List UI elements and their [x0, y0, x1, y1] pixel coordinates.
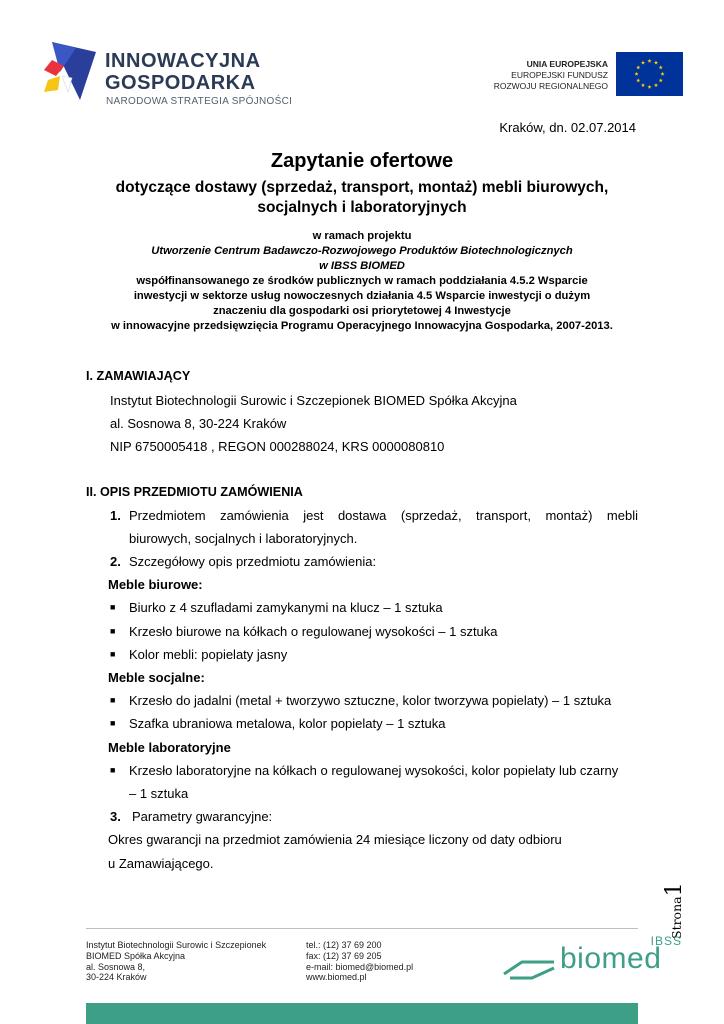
eu-fund-label	[494, 59, 608, 92]
warranty-line2: u Zamawiającego.	[108, 856, 214, 871]
item2-text: Szczegółowy opis przedmiotu zamówienia:	[129, 554, 377, 569]
subtitle-line1: dotyczące dostawy (sprzedaż, transport, montaż) mebli biurowych,	[115, 179, 609, 196]
lab-item-line1: Krzesło laboratoryjne na kółkach o regulowanej wysokości, kolor popielaty lub czarny	[129, 763, 619, 778]
eu-label-line1: UNIA EUROPEJSKA	[526, 59, 608, 69]
eu-label-line3: ROZWOJU REGIONALNEGO	[493, 81, 608, 91]
footer-address-line1: Instytut Biotechnologii Surowic i Szczepionek	[86, 940, 267, 950]
bullet-icon: ■	[110, 626, 116, 636]
footer-fax: fax: (12) 37 69 205	[306, 950, 382, 961]
orderer-address: al. Sosnowa 8, 30-224 Kraków	[110, 416, 287, 431]
bullet-icon: ■	[110, 695, 116, 705]
logo-biomed-text: biomed	[560, 942, 662, 975]
footer-address	[86, 940, 266, 983]
office-item-color: Kolor mebli: popielaty jasny	[129, 647, 288, 662]
document-title: Zapytanie ofertowe	[270, 150, 454, 172]
footer-address-line3: al. Sosnowa 8,	[86, 961, 146, 972]
project-line6: znaczeniu dla gospodarki osi priorytetowej 4 Inwestycje	[213, 305, 511, 317]
project-line4: współfinansowanego ze środków publicznych w ramach poddziałania 4.5.2 Wsparcie	[136, 275, 588, 287]
innowacyjna-gospodarka-logo	[40, 36, 293, 108]
social-item-locker: Szafka ubraniowa metalowa, kolor popielaty – 1 sztuka	[129, 716, 446, 731]
item1-line1: Przedmiotem zamówienia jest dostawa (sprzedaż, transport, montaż) mebli	[129, 508, 638, 523]
orderer-name: Instytut Biotechnologii Surowic i Szczepionek BIOMED Spółka Akcyjna	[110, 393, 517, 408]
bullet-icon: ■	[110, 765, 116, 775]
lab-item-line2: – 1 sztuka	[129, 786, 189, 801]
ibss-biomed-logo	[500, 934, 690, 982]
item1-line2: biurowych, socjalnych i laboratoryjnych.	[129, 531, 358, 546]
logo-ibss-text: IBSS	[650, 934, 682, 948]
project-line5: inwestycji w sektorze usług nowoczesnych działania 4.5 Wsparcie inwestycji o dużym	[133, 290, 591, 302]
office-item-desk: Biurko z 4 szufladami zamykanymi na klucz – 1 sztuka	[129, 600, 443, 615]
social-item-chair: Krzesło do jadalni (metal + tworzywo sztuczne, kolor tworzywa popielaty) – 1 sztuka	[129, 693, 612, 708]
project-line3: w IBSS BIOMED	[319, 260, 405, 272]
section1-heading: I. ZAMAWIAJĄCY	[86, 369, 191, 383]
footer-contact	[306, 940, 413, 983]
warranty-line1: Okres gwarancji na przedmiot zamówienia 24 miesiące liczony od daty odbioru	[108, 832, 562, 847]
page-number-marker	[662, 873, 696, 939]
bullet-icon: ■	[110, 718, 116, 728]
item2-number: 2.	[110, 554, 121, 569]
office-furniture-heading: Meble biurowe:	[108, 577, 203, 592]
footer-phone: tel.: (12) 37 69 200	[306, 940, 382, 950]
footer-color-bar	[86, 1003, 638, 1024]
item3-text: Parametry gwarancyjne:	[132, 809, 273, 824]
footer-address-line2: BIOMED Spółka Akcyjna	[86, 950, 186, 961]
logo-text-line1: INNOWACYJNA	[105, 50, 261, 72]
innowacyjna-gospodarka-emblem-icon	[40, 36, 102, 108]
section2-heading: II. OPIS PRZEDMIOTU ZAMÓWIENIA	[86, 485, 303, 499]
bullet-icon: ■	[110, 649, 116, 659]
document-date: Kraków, dn. 02.07.2014	[499, 120, 636, 135]
eu-flag-icon	[616, 52, 683, 96]
project-description	[60, 229, 664, 334]
project-line7: w innowacyjne przedsięwzięcia Programu Operacyjnego Innowacyjna Gospodarka, 2007-2013.	[111, 320, 613, 332]
item3-number: 3.	[110, 809, 121, 824]
eu-label-line2: EUROPEJSKI FUNDUSZ	[511, 70, 608, 80]
footer-address-line4: 30-224 Kraków	[86, 972, 147, 983]
project-line2: Utworzenie Centrum Badawczo-Rozwojowego Produktów Biotechnologicznych	[151, 245, 573, 257]
logo-text-line3: NARODOWA STRATEGIA SPÓJNOŚCI	[106, 96, 293, 107]
footer-email[interactable]: e-mail: biomed@biomed.pl	[306, 961, 414, 972]
biomed-swoosh-icon	[502, 948, 556, 980]
footer-divider	[86, 928, 638, 929]
document-subtitle	[60, 178, 664, 218]
lab-furniture-heading: Meble laboratoryjne	[108, 740, 231, 755]
item1-number: 1.	[110, 508, 121, 523]
subtitle-line2: socjalnych i laboratoryjnych	[257, 199, 467, 216]
orderer-ids: NIP 6750005418 , REGON 000288024, KRS 0000080810	[110, 439, 445, 454]
logo-text-line2: GOSPODARKA	[105, 72, 256, 94]
page-number: 1	[662, 882, 687, 897]
bullet-icon: ■	[110, 602, 116, 612]
footer-website[interactable]: www.biomed.pl	[306, 972, 367, 983]
page-label: Strona	[669, 896, 684, 939]
project-line1: w ramach projektu	[312, 230, 412, 242]
social-furniture-heading: Meble socjalne:	[108, 670, 205, 685]
office-item-chair: Krzesło biurowe na kółkach o regulowanej wysokości – 1 sztuka	[129, 624, 498, 639]
